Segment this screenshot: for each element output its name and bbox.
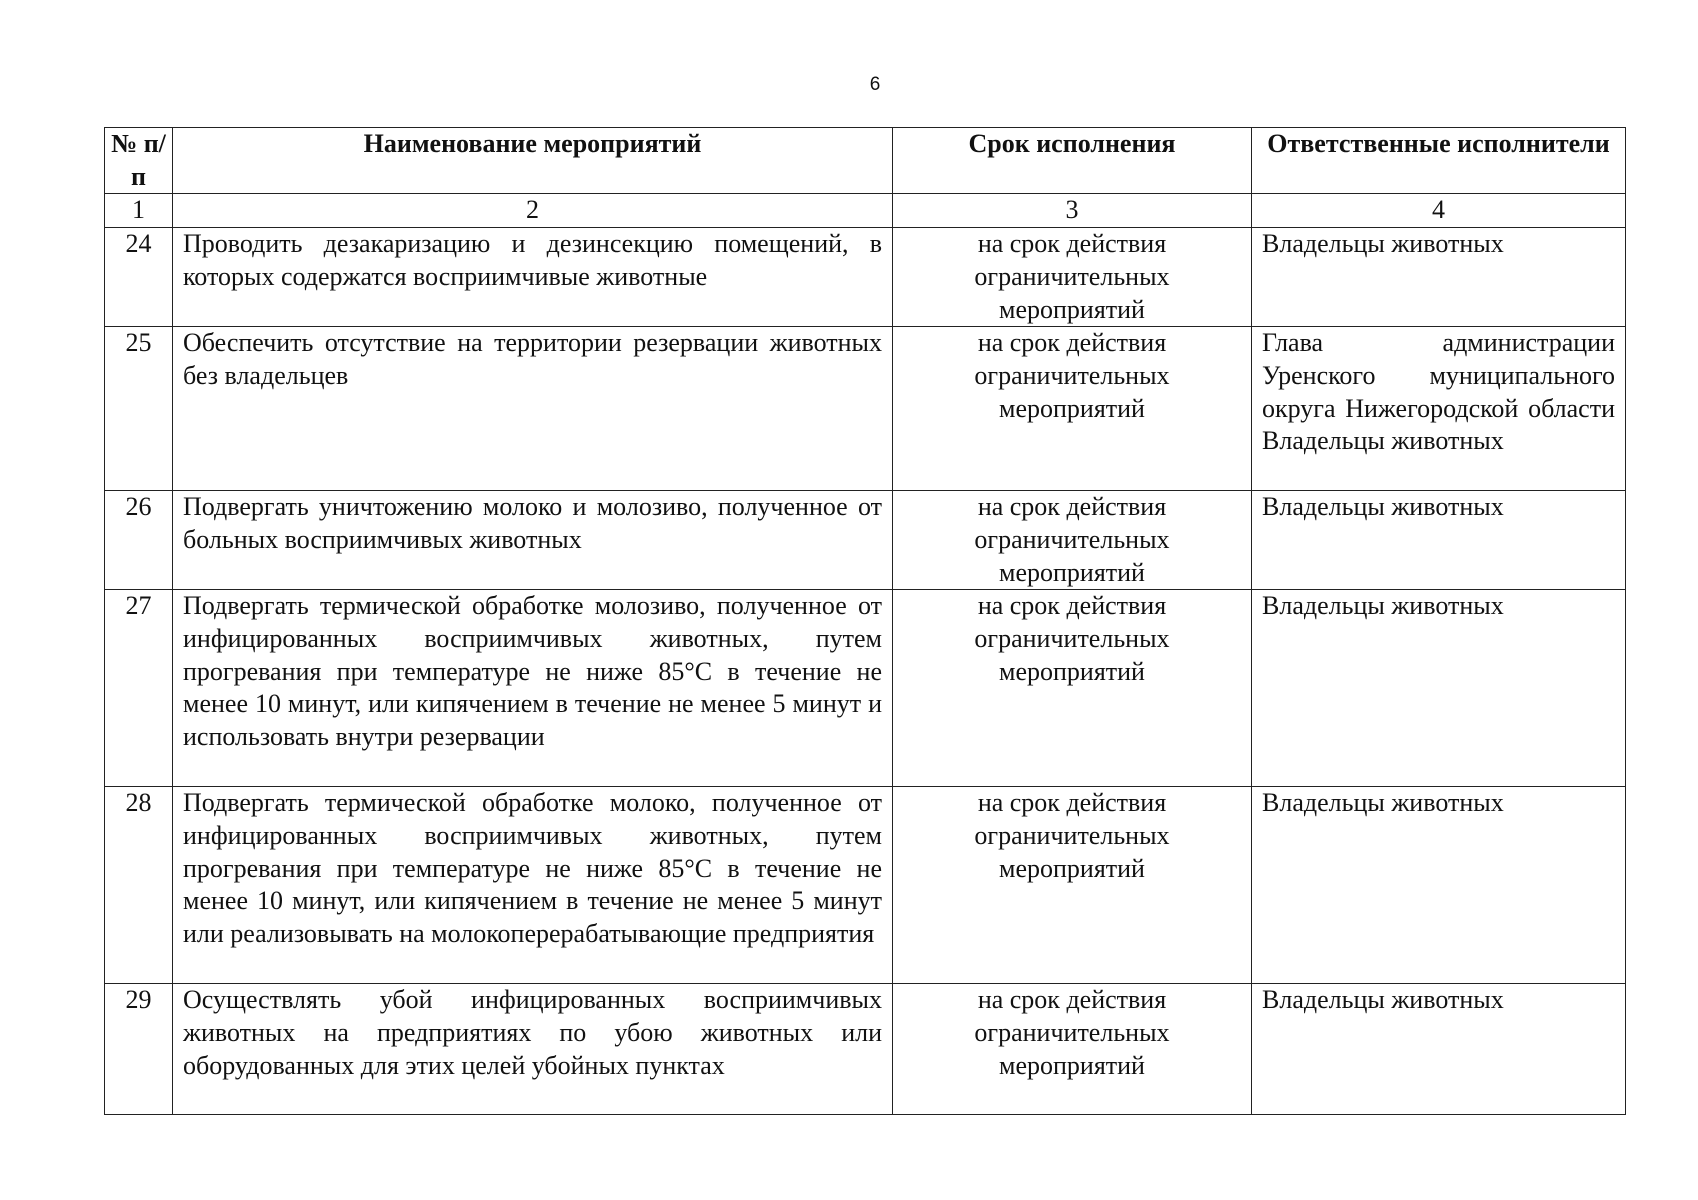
row-number: 24 xyxy=(105,228,173,327)
row-responsible xyxy=(1252,228,1626,327)
header-num: № п/п xyxy=(105,128,173,194)
responsible-line: Глава администрации Уренского муниципального округа Нижегородской области xyxy=(1262,328,1615,423)
row-term: на срок действия ограничительных мероприятий xyxy=(893,491,1252,590)
row-number: 29 xyxy=(105,984,173,1115)
table-row xyxy=(105,984,1626,1115)
column-number-row xyxy=(105,194,1626,228)
responsible-line: Владельцы животных xyxy=(1262,985,1504,1015)
row-term: на срок действия ограничительных мероприятий xyxy=(893,228,1252,327)
responsible-line: Владельцы животных xyxy=(1262,426,1504,456)
row-responsible xyxy=(1252,590,1626,787)
table-row xyxy=(105,491,1626,590)
row-action: Проводить дезакаризацию и дезинсекцию помещений, в которых содержатся восприимчивые животные xyxy=(173,228,893,327)
row-responsible xyxy=(1252,984,1626,1115)
column-number: 2 xyxy=(173,194,893,228)
row-term: на срок действия ограничительных мероприятий xyxy=(893,984,1252,1115)
table-row xyxy=(105,787,1626,984)
row-term: на срок действия ограничительных мероприятий xyxy=(893,590,1252,787)
table-row xyxy=(105,590,1626,787)
row-action: Подвергать термической обработке молоко, полученное от инфицированных восприимчивых животных, путем прогревания при температуре не ниже 85°С в течение не менее 10 минут, или кипячением в течение не менее 5 минут или реализовывать на молокоперерабатывающие предприятия xyxy=(173,787,893,984)
row-term: на срок действия ограничительных мероприятий xyxy=(893,327,1252,491)
column-number: 3 xyxy=(893,194,1252,228)
column-number: 1 xyxy=(105,194,173,228)
responsible-line: Владельцы животных xyxy=(1262,788,1504,818)
responsible-line: Владельцы животных xyxy=(1262,591,1504,621)
row-action: Обеспечить отсутствие на территории резервации животных без владельцев xyxy=(173,327,893,491)
row-responsible xyxy=(1252,327,1626,491)
header-action: Наименование мероприятий xyxy=(173,128,893,194)
row-action: Подвергать уничтожению молоко и молозиво, полученное от больных восприимчивых животных xyxy=(173,491,893,590)
row-number: 25 xyxy=(105,327,173,491)
row-action: Осуществлять убой инфицированных восприимчивых животных на предприятиях по убою животных или оборудованных для этих целей убойных пунктах xyxy=(173,984,893,1115)
table-row xyxy=(105,228,1626,327)
header-row xyxy=(105,128,1626,194)
header-responsible: Ответственные исполнители xyxy=(1252,128,1626,194)
row-action: Подвергать термической обработке молозиво, полученное от инфицированных восприимчивых животных, путем прогревания при температуре не ниже 85°С в течение не менее 10 минут, или кипячением в течение не менее 5 минут и использовать внутри резервации xyxy=(173,590,893,787)
responsible-line: Владельцы животных xyxy=(1262,492,1504,522)
header-term: Срок исполнения xyxy=(893,128,1252,194)
column-number: 4 xyxy=(1252,194,1626,228)
table-row xyxy=(105,327,1626,491)
row-number: 26 xyxy=(105,491,173,590)
row-number: 28 xyxy=(105,787,173,984)
responsible-line: Владельцы животных xyxy=(1262,229,1504,259)
measures-table xyxy=(104,127,1626,1115)
row-responsible xyxy=(1252,787,1626,984)
row-responsible xyxy=(1252,491,1626,590)
page-number: 6 xyxy=(869,74,881,95)
row-number: 27 xyxy=(105,590,173,787)
row-term: на срок действия ограничительных мероприятий xyxy=(893,787,1252,984)
